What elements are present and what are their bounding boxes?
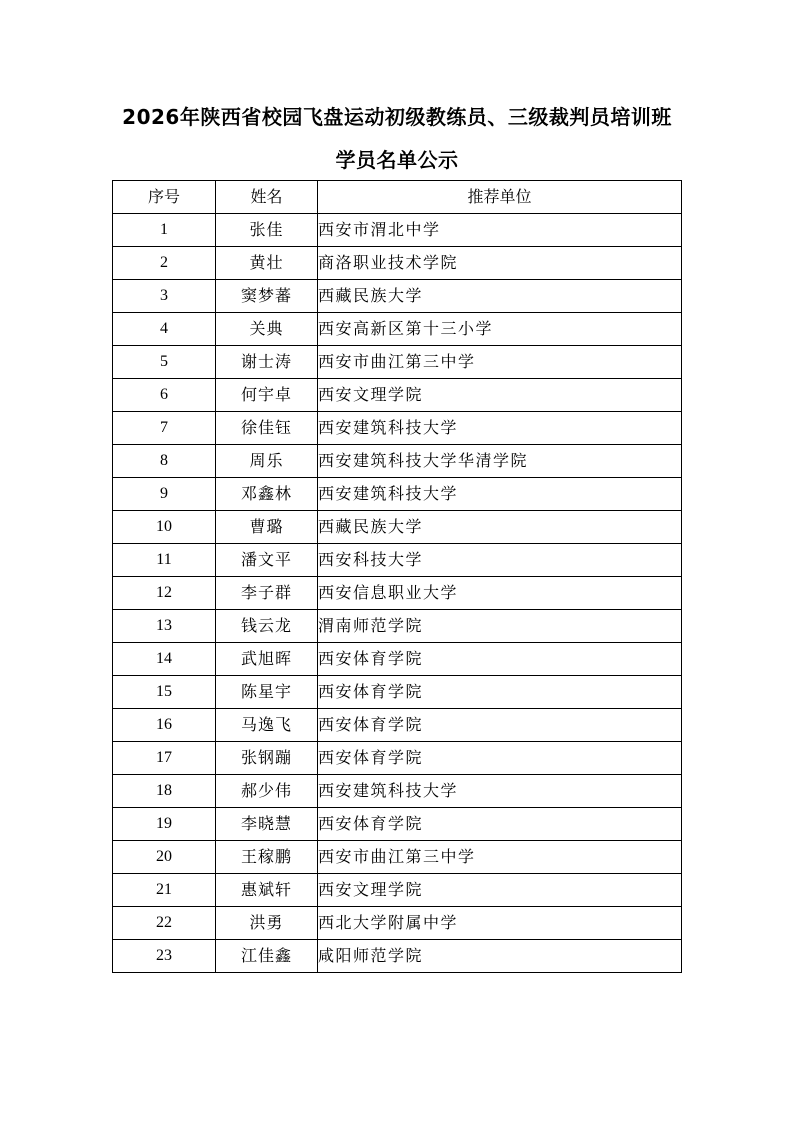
table-row	[113, 346, 682, 379]
row-name: 黄壮	[216, 247, 318, 280]
table-row	[113, 379, 682, 412]
row-name: 武旭晖	[216, 643, 318, 676]
row-unit: 渭南师范学院	[318, 610, 682, 643]
row-number: 11	[113, 544, 216, 577]
row-number: 20	[113, 841, 216, 874]
row-unit: 咸阳师范学院	[318, 940, 682, 973]
row-name: 窦梦蕃	[216, 280, 318, 313]
row-name: 张佳	[216, 214, 318, 247]
row-name: 王稼鹏	[216, 841, 318, 874]
table-row	[113, 775, 682, 808]
row-name: 谢士涛	[216, 346, 318, 379]
table-row	[113, 280, 682, 313]
row-unit: 西安体育学院	[318, 709, 682, 742]
row-unit: 西安体育学院	[318, 808, 682, 841]
row-name: 曹璐	[216, 511, 318, 544]
row-number: 22	[113, 907, 216, 940]
table-row	[113, 709, 682, 742]
row-unit: 西安建筑科技大学	[318, 775, 682, 808]
row-name: 李子群	[216, 577, 318, 610]
row-name: 张钢蹦	[216, 742, 318, 775]
row-name: 陈星宇	[216, 676, 318, 709]
row-unit: 西安科技大学	[318, 544, 682, 577]
row-name: 徐佳钰	[216, 412, 318, 445]
row-number: 10	[113, 511, 216, 544]
table-row	[113, 247, 682, 280]
table-row	[113, 577, 682, 610]
table-row	[113, 478, 682, 511]
row-unit: 西藏民族大学	[318, 280, 682, 313]
row-number: 14	[113, 643, 216, 676]
row-number: 1	[113, 214, 216, 247]
row-name: 关典	[216, 313, 318, 346]
row-unit: 西安建筑科技大学	[318, 478, 682, 511]
row-number: 2	[113, 247, 216, 280]
row-name: 何宇卓	[216, 379, 318, 412]
row-unit: 西安市曲江第三中学	[318, 346, 682, 379]
document-title: 2026年陕西省校园飞盘运动初级教练员、三级裁判员培训班	[122, 105, 672, 129]
row-name: 惠斌轩	[216, 874, 318, 907]
row-number: 8	[113, 445, 216, 478]
table-row	[113, 841, 682, 874]
row-unit: 商洛职业技术学院	[318, 247, 682, 280]
row-unit: 西安建筑科技大学华清学院	[318, 445, 682, 478]
row-name: 潘文平	[216, 544, 318, 577]
row-name: 洪勇	[216, 907, 318, 940]
row-name: 江佳鑫	[216, 940, 318, 973]
row-unit: 西安文理学院	[318, 874, 682, 907]
row-number: 16	[113, 709, 216, 742]
row-number: 5	[113, 346, 216, 379]
table-row	[113, 544, 682, 577]
row-number: 3	[113, 280, 216, 313]
table-header-row	[113, 181, 682, 214]
row-unit: 西安高新区第十三小学	[318, 313, 682, 346]
row-number: 23	[113, 940, 216, 973]
table-row	[113, 907, 682, 940]
table-row	[113, 676, 682, 709]
row-name: 周乐	[216, 445, 318, 478]
table-row	[113, 874, 682, 907]
table-row	[113, 214, 682, 247]
row-unit: 西安体育学院	[318, 742, 682, 775]
row-unit: 西北大学附属中学	[318, 907, 682, 940]
row-unit: 西安市渭北中学	[318, 214, 682, 247]
row-name: 邓鑫林	[216, 478, 318, 511]
row-number: 15	[113, 676, 216, 709]
row-number: 19	[113, 808, 216, 841]
row-unit: 西藏民族大学	[318, 511, 682, 544]
row-unit: 西安建筑科技大学	[318, 412, 682, 445]
row-unit: 西安市曲江第三中学	[318, 841, 682, 874]
table-row	[113, 808, 682, 841]
document-subtitle: 学员名单公示	[335, 148, 459, 172]
row-number: 7	[113, 412, 216, 445]
header-name: 姓名	[216, 181, 318, 214]
table-row	[113, 742, 682, 775]
table-row	[113, 940, 682, 973]
row-number: 12	[113, 577, 216, 610]
row-number: 13	[113, 610, 216, 643]
row-number: 9	[113, 478, 216, 511]
table-row	[113, 313, 682, 346]
student-roster-table	[112, 180, 682, 973]
row-number: 18	[113, 775, 216, 808]
row-name: 钱云龙	[216, 610, 318, 643]
row-name: 李晓慧	[216, 808, 318, 841]
table-row	[113, 511, 682, 544]
table-row	[113, 610, 682, 643]
row-unit: 西安文理学院	[318, 379, 682, 412]
row-unit: 西安信息职业大学	[318, 577, 682, 610]
row-number: 17	[113, 742, 216, 775]
row-number: 6	[113, 379, 216, 412]
header-number: 序号	[113, 181, 216, 214]
row-number: 4	[113, 313, 216, 346]
table-row	[113, 412, 682, 445]
row-name: 郝少伟	[216, 775, 318, 808]
row-unit: 西安体育学院	[318, 643, 682, 676]
table-row	[113, 643, 682, 676]
table-row	[113, 445, 682, 478]
row-unit: 西安体育学院	[318, 676, 682, 709]
header-unit: 推荐单位	[318, 181, 682, 214]
row-number: 21	[113, 874, 216, 907]
row-name: 马逸飞	[216, 709, 318, 742]
